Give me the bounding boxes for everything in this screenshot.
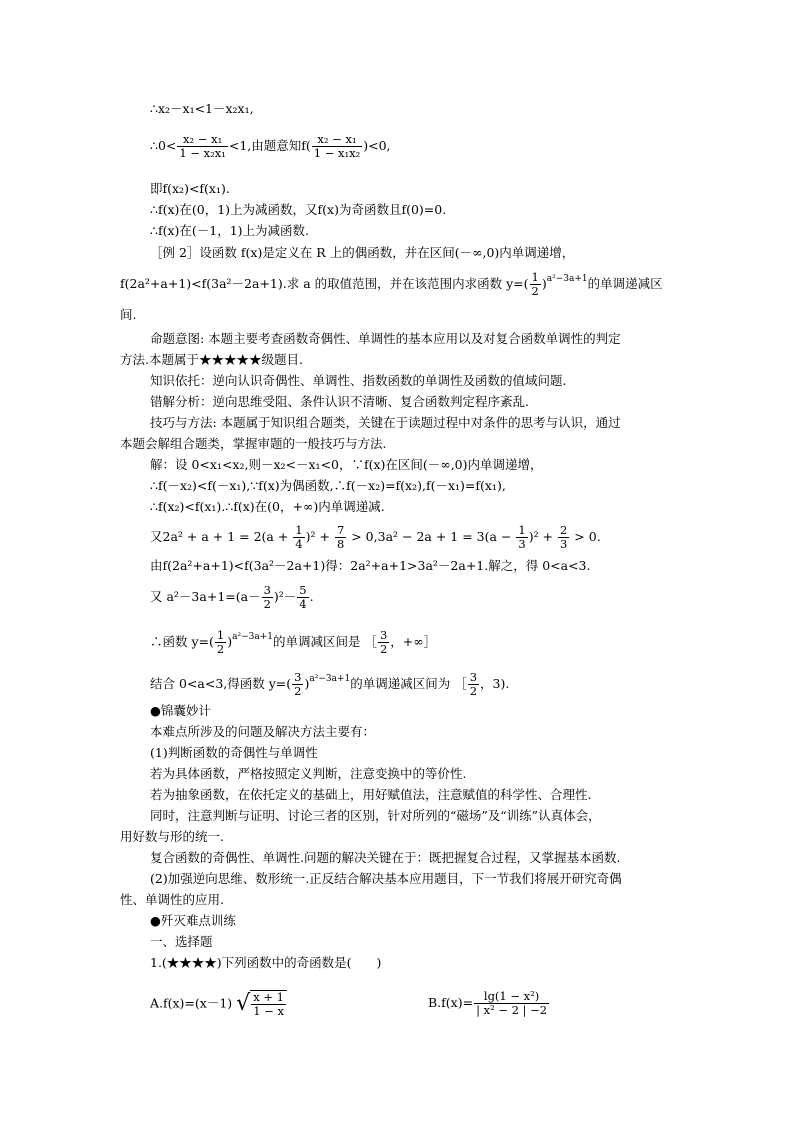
fraction-denominator: 2 bbox=[379, 642, 388, 656]
fraction-denominator: 2 bbox=[531, 284, 539, 298]
text-segment: ∴函数 y=( bbox=[150, 634, 214, 649]
text-line: 若为具体函数，严格按照定义判断，注意变换中的等价性. bbox=[150, 766, 467, 781]
fraction bbox=[292, 671, 303, 698]
text-line: 解：设 0<x₁<x₂,则－x₂<－x₁<0，∵f(x)在区间(－∞,0)内单调递增， bbox=[150, 457, 543, 472]
text-line: 命题意图: 本题主要考查函数奇偶性、单调性的基本应用以及对复合函数单调性的判定 bbox=[150, 331, 621, 346]
text-line: 同时，注意判断与证明、讨论三者的区别，针对所列的“磁场”及“训练”认真体会， bbox=[150, 808, 601, 823]
text-segment: 的单调递减区间为 ［ bbox=[350, 676, 467, 691]
text-segment: )² + bbox=[305, 529, 334, 544]
text-segment: > 0. bbox=[570, 529, 601, 544]
text-segment: . bbox=[309, 589, 314, 604]
fraction-denominator: | x² − 2 | −2 bbox=[476, 1003, 548, 1017]
text-segment: <1,由题意知f( bbox=[228, 138, 311, 153]
text-segment: > 0,3a² − 2a + 1 = 3(a − bbox=[347, 529, 516, 544]
text-line-decreasing-interval: ∴函数 y=( $\frac{1}{2}$ )$^{a^2-3a+1}$的单调减区间是 ［ $\frac{3}{2}$ ，+∞］ bbox=[150, 628, 437, 656]
text-line: ∴f(x)在(0，1)上为减函数，又f(x)为奇函数且f(0)=0. bbox=[150, 202, 447, 217]
fraction bbox=[468, 671, 479, 698]
text-line-vertex-form bbox=[150, 584, 314, 611]
text-line: 错解分析：逆向思维受阻、条件认识不清晰、复合函数判定程序紊乱. bbox=[150, 394, 529, 409]
fraction-numerator: x + 1 bbox=[253, 990, 284, 1004]
fraction-denominator: 2 bbox=[469, 684, 478, 698]
fraction-numerator: 1 bbox=[216, 628, 225, 642]
text-line: 本难点所涉及的问题及解决方法主要有： bbox=[150, 724, 376, 739]
text-line: 用好数与形的统一. bbox=[120, 829, 224, 844]
section-heading: ●歼灭难点训练 bbox=[150, 913, 236, 928]
text-line: 复合函数的奇偶性、单调性.问题的解决关键在于：既把握复合过程，又掌握基本函数. bbox=[150, 850, 621, 865]
fraction-denominator: 2 bbox=[263, 597, 271, 611]
fraction-numerator: 2 bbox=[560, 523, 568, 537]
fraction bbox=[297, 584, 308, 611]
text-line: 技巧与方法: 本题属于知识组合题类，关键在于读题过程中对条件的思考与认识，通过 bbox=[150, 415, 621, 430]
fraction bbox=[378, 629, 389, 656]
fraction-denominator: 2 bbox=[294, 684, 302, 698]
fraction bbox=[558, 524, 569, 551]
text-line: 由f(2a²+a+1)<f(3a²－2a+1)得：2a²+a+1>3a²－2a+1.解之，得 0<a<3. bbox=[150, 558, 591, 573]
option-a bbox=[150, 990, 287, 1018]
text-segment: 的单调减区间是 ［ bbox=[272, 634, 377, 649]
text-segment: )² + bbox=[528, 529, 557, 544]
fraction bbox=[262, 584, 273, 611]
fraction-numerator: 3 bbox=[263, 583, 271, 597]
fraction-numerator: 1 bbox=[518, 523, 526, 537]
fraction-denominator: 2 bbox=[216, 642, 225, 656]
fraction-numerator: 1 bbox=[295, 523, 303, 537]
fraction-numerator: 3 bbox=[469, 670, 478, 684]
text-line: 即f(x₂)<f(x₁). bbox=[150, 181, 230, 196]
text-segment: 又 a²－3a+1=(a－ bbox=[150, 589, 261, 604]
question-stem: 1.(★★★★)下列函数中的奇函数是( ) bbox=[150, 955, 382, 970]
text-line: ∴f(－x₂)<f(－x₁),∵f(x)为偶函数,∴f(－x₂)=f(x₂),f(－x₁)=f(x₁), bbox=[150, 478, 506, 493]
text-line: 一、选择题 bbox=[150, 934, 213, 949]
option-a-prefix: A.f(x)=(x－1) bbox=[150, 995, 233, 1011]
fraction bbox=[293, 524, 304, 551]
text-line: (2)加强逆向思维、数形统一.正反结合解决基本应用题目，下一节我们将展开研究奇偶 bbox=[150, 871, 622, 886]
text-line: 本题会解组合题类，掌握审题的一般技巧与方法. bbox=[120, 436, 387, 451]
fraction-denominator: 1 − x bbox=[253, 1004, 284, 1018]
fraction bbox=[312, 133, 362, 160]
fraction bbox=[251, 991, 286, 1018]
text-line: 方法.本题属于★★★★★级题目. bbox=[120, 352, 303, 367]
fraction-denominator: 3 bbox=[560, 537, 568, 551]
radical-sign-icon: √ bbox=[236, 991, 251, 1016]
fraction-denominator: 3 bbox=[518, 537, 526, 551]
fraction bbox=[530, 271, 541, 298]
square-root bbox=[236, 990, 287, 1018]
fraction bbox=[177, 133, 227, 160]
fraction-numerator: 3 bbox=[379, 628, 388, 642]
text-line-final-interval: 结合 0<a<3,得函数 y=( $\frac{3}{2}$ )$^{a^2-3a+1}$的单调递减区间为 ［ $\frac{3}{2}$ ，3). bbox=[150, 670, 510, 698]
exponent: a²−3a+1 bbox=[546, 274, 588, 284]
fraction-denominator: 4 bbox=[295, 537, 303, 551]
text-line: ∴x₂－x₁<1－x₂x₁, bbox=[150, 101, 254, 116]
text-segment: 的单调递减区 bbox=[587, 276, 663, 291]
fraction-numerator: 3 bbox=[294, 670, 302, 684]
text-line: 间. bbox=[120, 307, 137, 322]
fraction-numerator: 1 bbox=[531, 270, 539, 284]
text-line: (1)判断函数的奇偶性与单调性 bbox=[150, 745, 318, 760]
fraction-numerator: x₂ − x₁ bbox=[177, 133, 227, 147]
text-segment: f(2a²+a+1)<f(3a²－2a+1).求 a 的取值范围，并在该范围内求函数 y=( bbox=[120, 276, 529, 291]
text-line-fraction-inequality bbox=[150, 133, 391, 160]
text-segment: ，3). bbox=[480, 676, 510, 691]
fraction bbox=[474, 990, 549, 1017]
fraction bbox=[215, 629, 226, 656]
fraction-denominator: 4 bbox=[299, 597, 307, 611]
exponent: a²−3a+1 bbox=[232, 632, 273, 642]
text-line: 知识依托：逆向认识奇偶性、单调性、指数函数的单调性及函数的值域问题. bbox=[150, 373, 567, 388]
fraction-numerator: x₂ − x₁ bbox=[312, 133, 362, 147]
section-heading: ●锦囊妙计 bbox=[150, 703, 211, 718]
text-line-example-function: f(2a²+a+1)<f(3a²－2a+1).求 a 的取值范围，并在该范围内求函数 y=( $\frac{1}{2}$ )$^{a^2-3a+1}$的单调递减区 bbox=[120, 270, 663, 298]
option-b-prefix: B.f(x)= bbox=[428, 995, 474, 1010]
text-segment: ∴0< bbox=[150, 138, 177, 153]
fraction-numerator: lg(1 − x²) bbox=[474, 990, 549, 1004]
fraction-denominator: 8 bbox=[336, 537, 345, 551]
text-segment: 又2a² + a + 1 = 2(a + bbox=[150, 529, 293, 544]
fraction bbox=[335, 524, 346, 551]
text-segment: 结合 0<a<3,得函数 y=( bbox=[150, 676, 292, 691]
text-line: 性、单调性的应用. bbox=[120, 892, 224, 907]
fraction-numerator: 5 bbox=[299, 583, 307, 597]
text-segment: )²－ bbox=[273, 589, 297, 604]
exponent: a²−3a+1 bbox=[309, 674, 351, 684]
text-line: ∴f(x₂)<f(x₁).∴f(x)在(0，+∞)内单调递减. bbox=[150, 499, 385, 514]
text-segment: )<0, bbox=[363, 138, 391, 153]
option-b bbox=[428, 990, 550, 1017]
text-line-completing-square bbox=[150, 524, 601, 551]
fraction-denominator: 1 − x₁x₂ bbox=[313, 146, 361, 160]
text-line: ［例 2］设函数 f(x)是定义在 R 上的偶函数，并在区间(－∞,0)内单调递增， bbox=[150, 245, 575, 260]
fraction-numerator: 7 bbox=[336, 523, 345, 537]
text-segment: ，+∞］ bbox=[390, 634, 437, 649]
fraction bbox=[516, 524, 527, 551]
text-line: ∴f(x)在(－1，1)上为减函数. bbox=[150, 223, 310, 238]
fraction-denominator: 1 − x₂x₁ bbox=[179, 146, 226, 160]
text-line: 若为抽象函数，在依托定义的基础上，用好赋值法，注意赋值的科学性、合理性. bbox=[150, 787, 592, 802]
